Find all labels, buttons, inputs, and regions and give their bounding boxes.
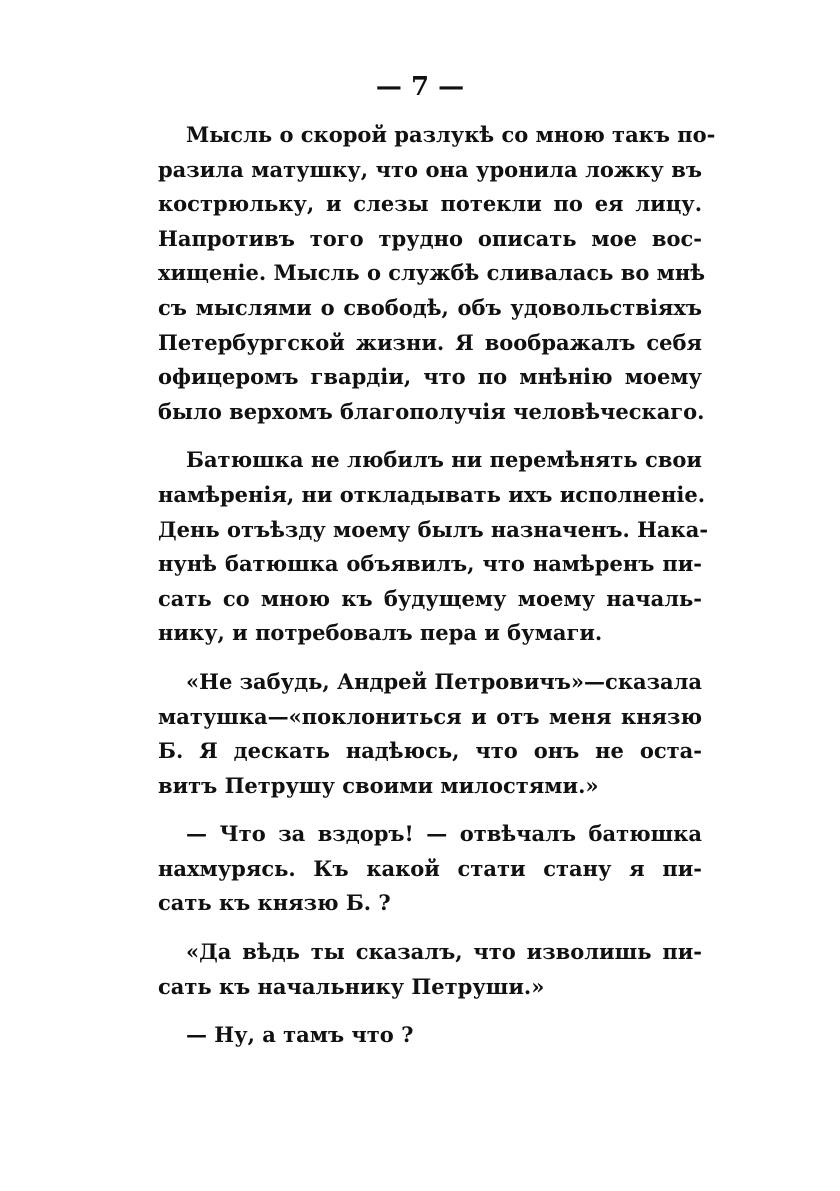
text-line: нику, и потребовалъ пера и бумаги. <box>158 620 603 646</box>
paragraph-5 <box>158 935 702 1004</box>
text-line: нунѣ батюшка объявилъ, что намѣренъ пи- <box>158 551 702 577</box>
text-line: было верхомъ благополучія человѣческаго. <box>158 398 705 424</box>
text-line: — Что за вздоръ! — отвѣчалъ батюшка <box>186 821 702 847</box>
text-line: сать къ начальнику Петруши.» <box>158 973 545 999</box>
text-line: съ мыслями о свободѣ, объ удовольствіяхъ <box>158 294 702 320</box>
paragraph-3 <box>158 665 702 803</box>
text-line: Б. Я дескать надѣюсь, что онъ не оста- <box>158 738 702 764</box>
text-line: разила матушку, что она уронила ложку въ <box>158 156 702 182</box>
page-body <box>158 118 716 1067</box>
text-line: Напротивъ того трудно описать мое вос- <box>158 225 702 251</box>
text-line: офицеромъ гвардіи, что по мнѣнію моему <box>158 364 702 390</box>
text-line: — Ну, а тамъ что ? <box>186 1022 414 1048</box>
text-line: Батюшка не любилъ ни перемѣнять свои <box>186 447 702 473</box>
text-line: сать со мною къ будущему моему началь- <box>158 585 702 611</box>
text-line: нахмурясь. Къ какой стати стану я пи- <box>158 855 702 881</box>
page-number: — 7 — <box>375 72 465 102</box>
text-line: День отъѣзду моему былъ назначенъ. Нака- <box>158 516 709 542</box>
text-line: хищеніе. Мысль о службѣ сливалась во мнѣ <box>158 260 706 286</box>
paragraph-1 <box>158 118 716 429</box>
paragraph-4 <box>158 817 702 921</box>
paragraph-2 <box>158 443 709 651</box>
text-line: «Да вѣдь ты сказалъ, что изволишь пи- <box>186 939 702 965</box>
text-line: матушка—«поклониться и отъ меня князю <box>158 703 702 729</box>
text-line: витъ Петрушу своими милостями.» <box>158 772 599 798</box>
text-line: сать къ князю Б. ? <box>158 890 391 916</box>
text-line: намѣренія, ни откладывать ихъ исполненіе. <box>158 481 706 507</box>
text-line: Мысль о скорой разлукѣ со мною такъ по- <box>186 122 716 147</box>
text-line: кострюльку, и слезы потекли по ея лицу. <box>158 191 702 217</box>
text-line: Петербургской жизни. Я воображалъ себя <box>158 329 702 355</box>
text-line: «Не забудь, Андрей Петровичъ»—сказала <box>186 668 703 694</box>
paragraph-6 <box>158 1018 702 1053</box>
